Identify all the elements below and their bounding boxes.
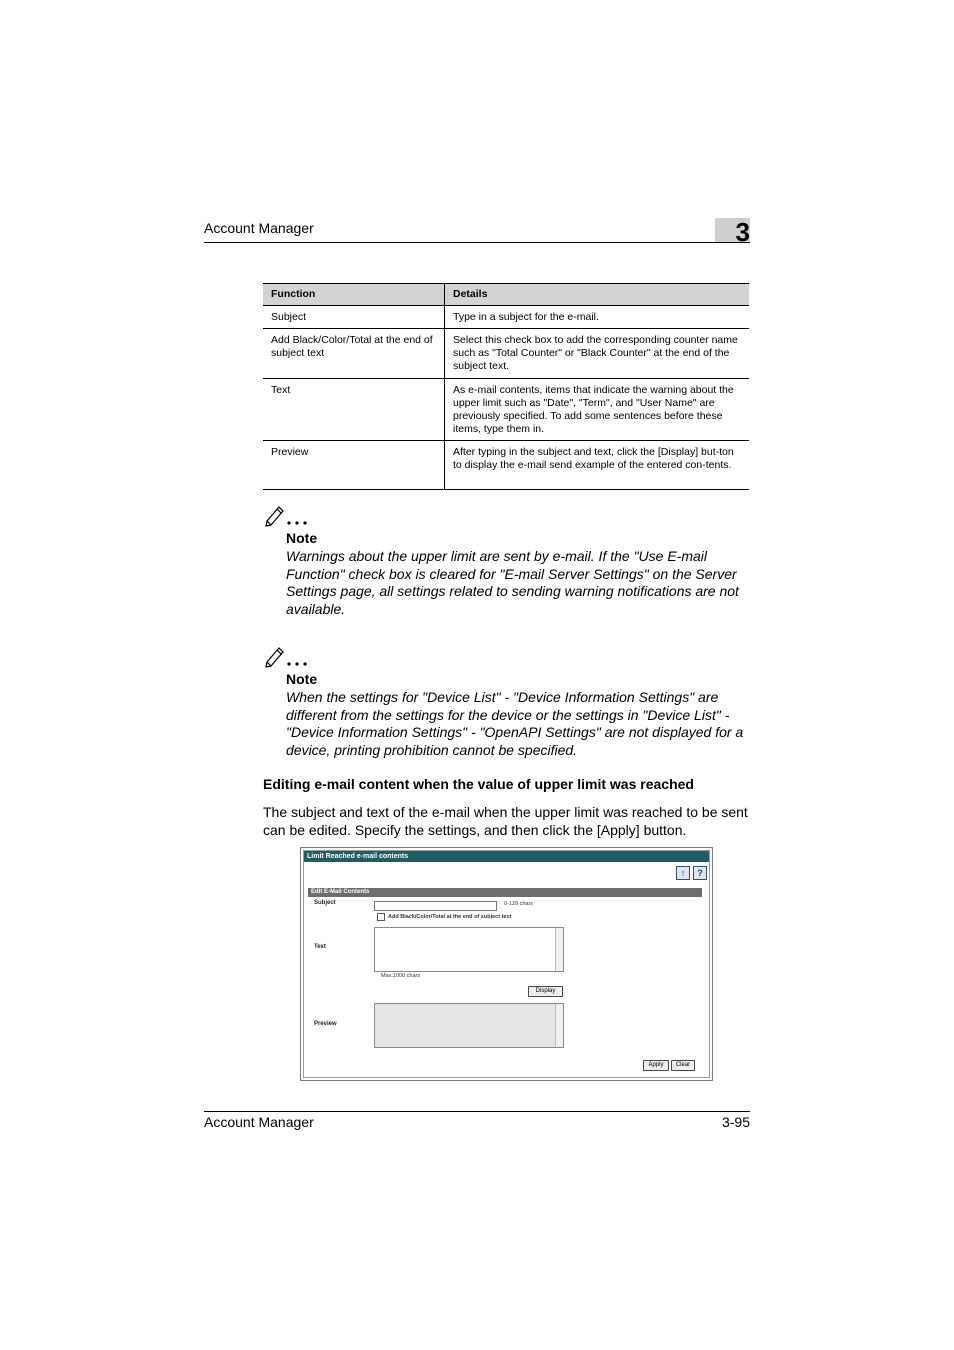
function-cell: Add Black/Color/Total at the end of subject text [263, 329, 445, 379]
note-pencil-icon [263, 501, 311, 532]
function-table [263, 283, 749, 490]
note-text: Warnings about the upper limit are sent by e-mail. If the "Use E-mail Function" check box is cleared for "E-mail Server Settings" on the Server Settings page, all settings related to sending warning notifications are not available. [286, 548, 739, 617]
add-counter-checkbox[interactable] [377, 913, 385, 921]
section-heading: Editing e-mail content when the value of upper limit was reached [263, 776, 694, 792]
details-cell: Select this check box to add the corresponding counter name such as "Total Counter" or "Black Counter" at the end of the subject text. [445, 329, 750, 379]
header-rule [204, 242, 750, 243]
apply-button[interactable]: Apply [643, 1060, 669, 1071]
details-cell: As e-mail contents, items that indicate the warning about the upper limit such as "Date", "Term", and "User Name" are previously specified. To add some sentences before these items, type them in. [445, 379, 750, 441]
text-textarea[interactable] [374, 927, 564, 972]
subject-input[interactable] [374, 901, 497, 911]
function-cell: Subject [263, 306, 445, 329]
help-icon[interactable]: ? [693, 866, 707, 880]
table-row [263, 306, 749, 329]
function-cell: Preview [263, 441, 445, 490]
textarea-scrollbar[interactable] [555, 928, 563, 971]
edit-email-section-bar: Edit E-Mail Contents [308, 888, 702, 897]
text-hint: Max:1000 chars [381, 973, 421, 979]
table-row [263, 379, 749, 441]
page-number: 3-95 [721, 1114, 750, 1130]
limit-reached-email-window [300, 847, 713, 1081]
note-text: When the settings for "Device List" - "Device Information Settings" are different from the settings for the device or the settings in "Device List" - "Device Information Settings" - "OpenAPI Settings" are not displayed for a device, printing prohibition cannot be specified. [286, 689, 744, 758]
column-header-details: Details [445, 284, 750, 306]
text-label: Text [314, 944, 326, 950]
header-title: Account Manager [204, 220, 314, 236]
subject-hint: 0-129 chars [504, 901, 534, 907]
preview-scrollbar[interactable] [555, 1004, 563, 1047]
window-title: Limit Reached e-mail contents [304, 851, 709, 862]
display-button[interactable]: Display [528, 986, 563, 997]
note-label: Note [286, 671, 318, 687]
preview-textarea [374, 1003, 564, 1048]
column-header-function: Function [263, 284, 445, 306]
table-row [263, 441, 749, 490]
note-pencil-icon [263, 642, 311, 673]
details-cell: After typing in the subject and text, click the [Display] but-ton to display the e-mail send example of the entered con-tents. [445, 441, 750, 490]
chapter-number: 3 [735, 217, 750, 247]
details-cell: Type in a subject for the e-mail. [445, 306, 750, 329]
subject-label: Subject [314, 900, 336, 906]
note-label: Note [286, 530, 318, 546]
add-counter-checkbox-label: Add Black/Color/Total at the end of subject text [388, 914, 512, 920]
footer-title: Account Manager [204, 1114, 314, 1130]
preview-label: Preview [314, 1021, 337, 1027]
table-header-row [263, 284, 749, 306]
clear-button[interactable]: Clear [671, 1060, 695, 1071]
function-cell: Text [263, 379, 445, 441]
footer-rule [204, 1111, 750, 1112]
up-arrow-icon[interactable]: ↑ [676, 866, 690, 880]
table-row [263, 329, 749, 379]
section-body: The subject and text of the e-mail when the upper limit was reached to be sent can be edited. Specify the settings, and then click the [Apply] button. [263, 804, 748, 838]
